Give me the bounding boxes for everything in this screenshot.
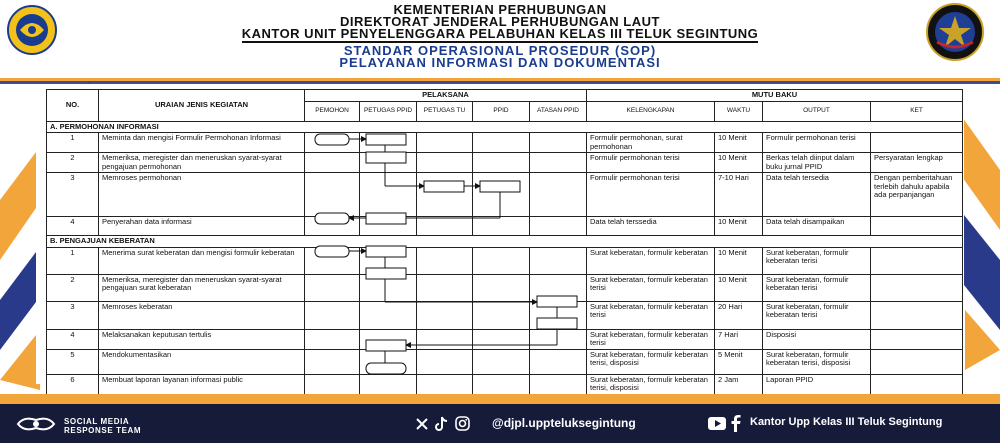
cell-pemohon xyxy=(305,153,360,173)
cell-petugas-tu xyxy=(417,274,473,301)
cell-waktu: 7-10 Hari xyxy=(715,173,763,217)
cell-pemohon xyxy=(305,301,360,329)
col-petugas-ppid: PETUGAS PPID xyxy=(360,101,417,121)
cell-ket xyxy=(871,274,963,301)
cell-waktu: 5 Menit xyxy=(715,349,763,374)
cell-kelengkapan: Formulir permohonan terisi xyxy=(587,153,715,173)
cell-waktu: 7 Hari xyxy=(715,329,763,349)
cell-atasan-ppid xyxy=(530,173,587,217)
cell-petugas-ppid xyxy=(360,274,417,301)
cell-kelengkapan: Formulir permohonan, surat permohonan xyxy=(587,133,715,153)
cell-no: 2 xyxy=(47,274,99,301)
cell-kelengkapan: Surat keberatan, formulir keberatan terisi xyxy=(587,329,715,349)
table-row xyxy=(47,349,963,374)
cell-ppid xyxy=(473,173,530,217)
cell-ket: Dengan pemberitahuan terlebih dahulu apabila ada perpanjangan xyxy=(871,173,963,217)
cell-no: 4 xyxy=(47,329,99,349)
srt-label: SOCIAL MEDIA RESPONSE TEAM xyxy=(64,417,142,435)
cell-uraian: Memroses keberatan xyxy=(99,301,305,329)
cell-uraian: Melaksanakan keputusan tertulis xyxy=(99,329,305,349)
table-row xyxy=(47,301,963,329)
cell-petugas-tu xyxy=(417,349,473,374)
cell-petugas-ppid xyxy=(360,247,417,274)
cell-waktu: 10 Menit xyxy=(715,133,763,153)
cell-pemohon xyxy=(305,217,360,236)
cell-petugas-ppid xyxy=(360,153,417,173)
cell-atasan-ppid xyxy=(530,153,587,173)
col-output: OUTPUT xyxy=(763,101,871,121)
cell-petugas-ppid xyxy=(360,217,417,236)
footer-bar xyxy=(0,404,1000,443)
col-pemohon: PEMOHON xyxy=(305,101,360,121)
cell-ppid xyxy=(473,247,530,274)
cell-output: Disposisi xyxy=(763,329,871,349)
cell-petugas-tu xyxy=(417,217,473,236)
cell-petugas-tu xyxy=(417,374,473,394)
cell-output: Formulir permohonan terisi xyxy=(763,133,871,153)
cell-waktu: 2 Jam xyxy=(715,374,763,394)
instagram-icon[interactable] xyxy=(455,416,470,431)
section-a-heading: A. PERMOHONAN INFORMASI xyxy=(47,121,963,133)
cell-waktu: 20 Hari xyxy=(715,301,763,329)
cell-kelengkapan: Surat keberatan, formulir keberatan xyxy=(587,247,715,274)
cell-atasan-ppid xyxy=(530,247,587,274)
section-a-rows xyxy=(47,133,963,236)
cell-ppid xyxy=(473,133,530,153)
cell-no: 5 xyxy=(47,349,99,374)
table-row xyxy=(47,274,963,301)
cell-ppid xyxy=(473,301,530,329)
cell-output: Surat keberatan, formulir keberatan terisi, disposisi xyxy=(763,349,871,374)
cell-no: 1 xyxy=(47,133,99,153)
cell-ket xyxy=(871,247,963,274)
cell-uraian: Membuat laporan layanan informasi public xyxy=(99,374,305,394)
cell-atasan-ppid xyxy=(530,301,587,329)
col-mutu-baku: MUTU BAKU xyxy=(587,90,963,102)
cell-pemohon xyxy=(305,349,360,374)
social-handle[interactable]: @djpl.uppteluksegintung xyxy=(492,416,636,430)
cell-no: 4 xyxy=(47,217,99,236)
cell-petugas-tu xyxy=(417,153,473,173)
cell-output: Laporan PPID xyxy=(763,374,871,394)
cell-uraian: Memeriksa, meregister dan meneruskan syarat-syarat pengajuan surat keberatan xyxy=(99,274,305,301)
col-no: NO. xyxy=(47,90,99,122)
cell-ppid xyxy=(473,329,530,349)
col-ket: KET xyxy=(871,101,963,121)
facebook-icon[interactable] xyxy=(731,415,741,432)
table-row xyxy=(47,153,963,173)
cell-no: 1 xyxy=(47,247,99,274)
col-waktu: WAKTU xyxy=(715,101,763,121)
cell-uraian: Menerima surat keberatan dan mengisi formulir keberatan xyxy=(99,247,305,274)
cell-waktu: 10 Menit xyxy=(715,217,763,236)
tiktok-icon[interactable] xyxy=(434,416,448,432)
youtube-icon[interactable] xyxy=(708,417,726,430)
cell-output: Surat keberatan, formulir keberatan terisi xyxy=(763,247,871,274)
cell-pemohon xyxy=(305,173,360,217)
cell-output: Data telah disampaikan xyxy=(763,217,871,236)
cell-ket xyxy=(871,133,963,153)
footer-accent-strip xyxy=(0,394,1000,404)
cell-kelengkapan: Surat keberatan, formulir keberatan terisi, disposisi xyxy=(587,374,715,394)
table-row xyxy=(47,329,963,349)
cell-kelengkapan: Surat keberatan, formulir keberatan terisi xyxy=(587,274,715,301)
cell-no: 6 xyxy=(47,374,99,394)
col-kelengkapan: KELENGKAPAN xyxy=(587,101,715,121)
sop-table xyxy=(46,89,963,395)
cell-ppid xyxy=(473,153,530,173)
cell-petugas-tu xyxy=(417,173,473,217)
table-row xyxy=(47,133,963,153)
section-b-rows xyxy=(47,247,963,394)
office-page-name[interactable]: Kantor Upp Kelas III Teluk Segintung xyxy=(750,416,943,428)
cell-ket: Persyaratan lengkap xyxy=(871,153,963,173)
cell-pemohon xyxy=(305,133,360,153)
cell-pemohon xyxy=(305,374,360,394)
cell-uraian: Memeriksa, meregister dan meneruskan syarat-syarat pengajuan permohonan xyxy=(99,153,305,173)
cell-ket xyxy=(871,301,963,329)
x-twitter-icon[interactable] xyxy=(415,417,429,431)
cell-ppid xyxy=(473,217,530,236)
cell-waktu: 10 Menit xyxy=(715,153,763,173)
cell-ket xyxy=(871,217,963,236)
cell-output: Surat keberatan, formulir keberatan terisi xyxy=(763,274,871,301)
cell-no: 3 xyxy=(47,173,99,217)
col-ppid: PPID xyxy=(473,101,530,121)
table-row xyxy=(47,247,963,274)
cell-atasan-ppid xyxy=(530,217,587,236)
cell-petugas-ppid xyxy=(360,349,417,374)
col-petugas-tu: PETUGAS TU xyxy=(417,101,473,121)
sop-title: STANDAR OPERASIONAL PROSEDUR (SOP) xyxy=(343,43,657,58)
cell-kelengkapan: Surat keberatan, formulir keberatan terisi xyxy=(587,301,715,329)
cell-output: Data telah tersedia xyxy=(763,173,871,217)
cell-kelengkapan: Data telah terssedia xyxy=(587,217,715,236)
cell-petugas-ppid xyxy=(360,173,417,217)
col-atasan-ppid: ATASAN PPID xyxy=(530,101,587,121)
table-row xyxy=(47,374,963,394)
cell-atasan-ppid xyxy=(530,349,587,374)
cell-output: Surat keberatan, formulir keberatan terisi xyxy=(763,301,871,329)
cell-ppid xyxy=(473,374,530,394)
cell-waktu: 10 Menit xyxy=(715,274,763,301)
table-row xyxy=(47,173,963,217)
cell-uraian: Memroses permohonan xyxy=(99,173,305,217)
cell-pemohon xyxy=(305,329,360,349)
cell-ppid xyxy=(473,274,530,301)
cell-ket xyxy=(871,329,963,349)
col-uraian: URAIAN JENIS KEGIATAN xyxy=(99,90,305,122)
cell-petugas-tu xyxy=(417,329,473,349)
cell-atasan-ppid xyxy=(530,374,587,394)
cell-kelengkapan: Formulir permohonan terisi xyxy=(587,173,715,217)
cell-uraian: Mendokumentasikan xyxy=(99,349,305,374)
cell-ket xyxy=(871,374,963,394)
cell-no: 2 xyxy=(47,153,99,173)
col-pelaksana: PELAKSANA xyxy=(305,90,587,102)
header-office: KANTOR UNIT PENYELENGGARA PELABUHAN KELAS III TELUK SEGINTUNG xyxy=(241,26,759,41)
sop-subtitle: PELAYANAN INFORMASI DAN DOKUMENTASI xyxy=(339,55,661,70)
section-b-heading: B. PENGAJUAN KEBERATAN xyxy=(47,236,963,248)
header-directorate: DIREKTORAT JENDERAL PERHUBUNGAN LAUT xyxy=(340,14,660,29)
cell-pemohon xyxy=(305,274,360,301)
cell-atasan-ppid xyxy=(530,274,587,301)
cell-ket xyxy=(871,349,963,374)
cell-atasan-ppid xyxy=(530,329,587,349)
cell-no: 3 xyxy=(47,301,99,329)
cell-ppid xyxy=(473,349,530,374)
cell-atasan-ppid xyxy=(530,133,587,153)
srt-logo-icon xyxy=(14,414,58,434)
cell-pemohon xyxy=(305,247,360,274)
cell-uraian: Penyerahan data informasi xyxy=(99,217,305,236)
table-row xyxy=(47,217,963,236)
cell-petugas-ppid xyxy=(360,301,417,329)
cell-petugas-tu xyxy=(417,133,473,153)
cell-petugas-ppid xyxy=(360,133,417,153)
cell-waktu: 10 Menit xyxy=(715,247,763,274)
cell-uraian: Meminta dan mengisi Formulir Permohonan Informasi xyxy=(99,133,305,153)
cell-petugas-ppid xyxy=(360,374,417,394)
header-ministry: KEMENTERIAN PERHUBUNGAN xyxy=(393,2,607,17)
cell-petugas-ppid xyxy=(360,329,417,349)
cell-petugas-tu xyxy=(417,301,473,329)
cell-kelengkapan: Surat keberatan, formulir keberatan terisi, disposisi xyxy=(587,349,715,374)
cell-petugas-tu xyxy=(417,247,473,274)
cell-output: Berkas telah diinput dalam buku jurnal PPID xyxy=(763,153,871,173)
